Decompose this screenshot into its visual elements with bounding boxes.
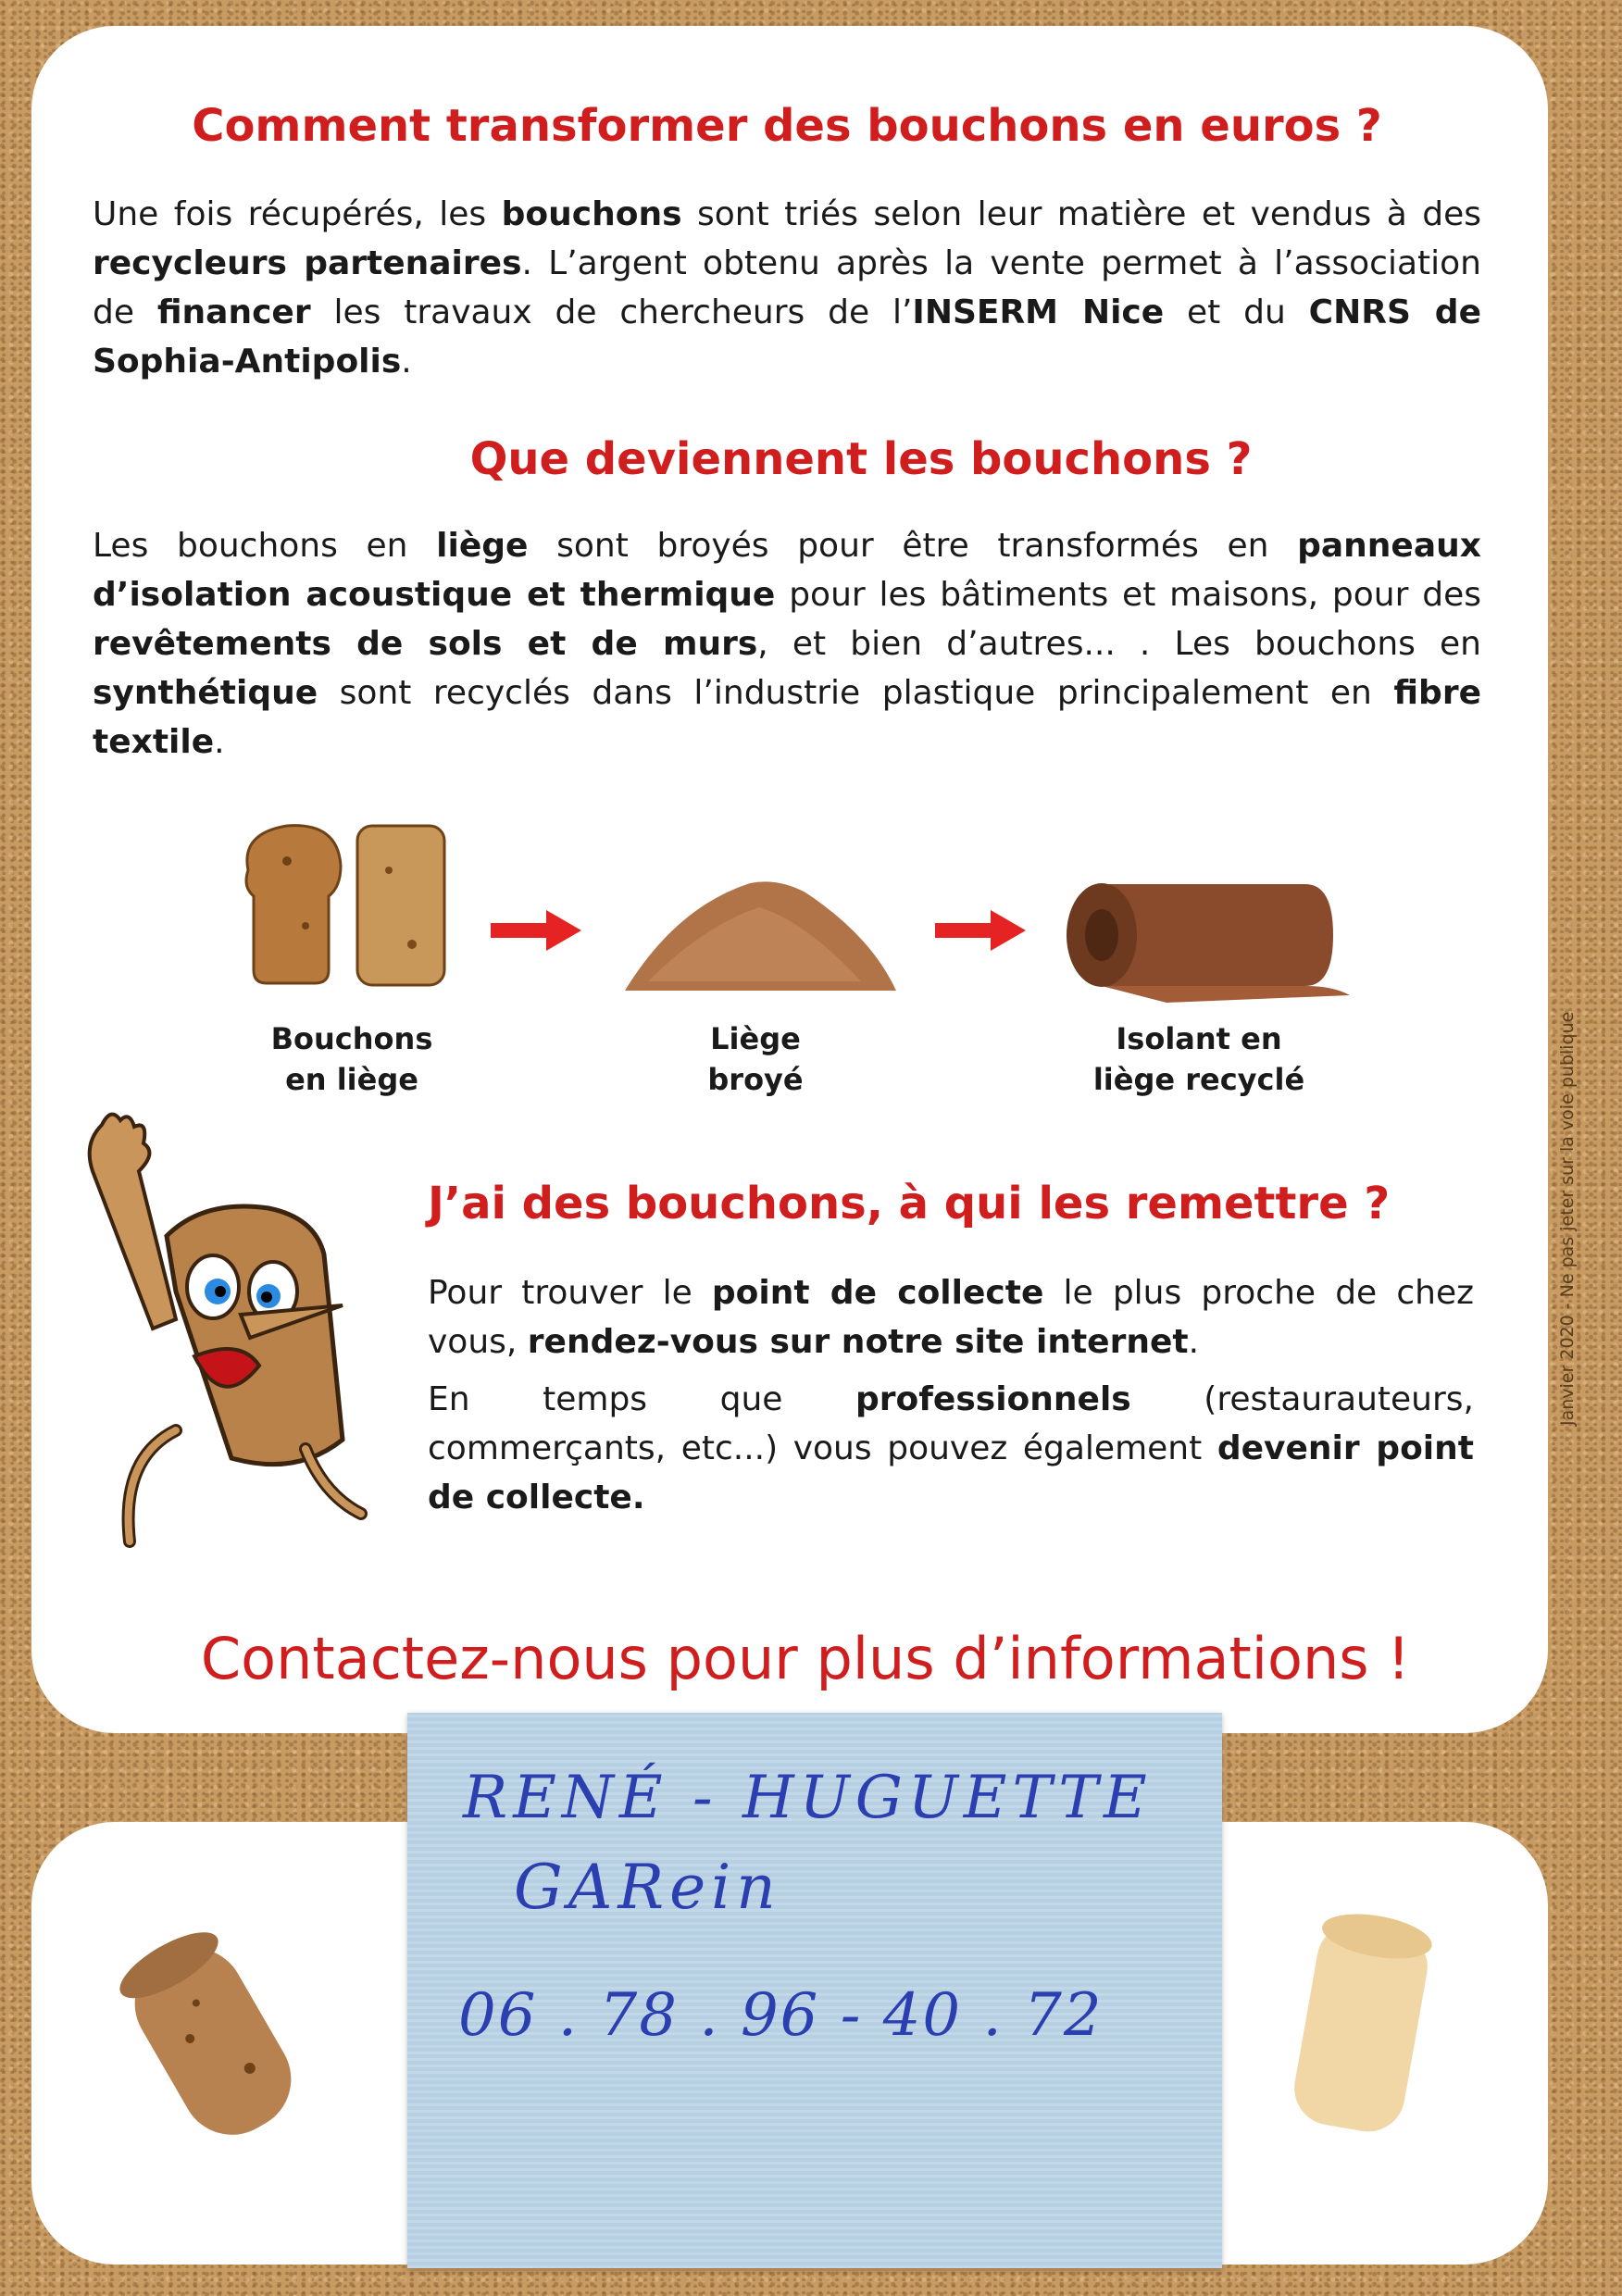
caption-cork-insulation: Isolant en liège recyclé xyxy=(1092,1021,1305,1097)
arrow-right-icon xyxy=(491,907,583,954)
handwritten-names-line1: RENÉ - HUGUETTE xyxy=(463,1764,1153,1832)
section2-paragraph: Les bouchons en liège sont broyés pour être transformés en panneaux d’isolation acoustique et thermique pour les bâtiments et maisons, pour des revêtements de sols et de murs, et bien d’autres... . Les bouchons en synthétique sont recyclés dans l’industrie plastique principalement en fibre textile. xyxy=(93,527,1481,761)
arrow-right-icon xyxy=(935,907,1028,954)
emphasis-text: recycleurs partenaires xyxy=(93,244,522,282)
cork-insulation-roll-image xyxy=(1055,866,1352,1004)
handwritten-sticky-note xyxy=(407,1713,1222,2268)
emphasis-text: rendez-vous sur notre site internet xyxy=(527,1323,1189,1361)
section3-paragraph1: Pour trouver le point de collecte le plus proche de chez vous, rendez-vous sur notre site internet. xyxy=(428,1274,1474,1361)
natural-cork-image xyxy=(102,1926,324,2157)
emphasis-text: panneaux d’isolation acoustique et thermique xyxy=(93,527,1481,614)
emphasis-text: bouchons xyxy=(501,195,682,233)
section1-paragraph: Une fois récupérés, les bouchons sont triés selon leur matière et vendus à des recycleurs partenaires. L’argent obtenu après la vente permet à l’association de financer les travaux de chercheurs de l’INSERM Nice et du CNRS de Sophia-Antipolis. xyxy=(93,195,1481,381)
section2-title: Que deviennent les bouchons ? xyxy=(469,433,1253,485)
emphasis-text: devenir point de collecte. xyxy=(428,1429,1474,1516)
emphasis-text: liège xyxy=(436,527,529,565)
section3-title: J’ai des bouchons, à qui les remettre ? xyxy=(428,1178,1391,1229)
cork-stoppers-image xyxy=(231,815,472,991)
section1-title: Comment transformer des bouchons en euros ? xyxy=(192,100,1382,152)
emphasis-text: synthétique xyxy=(93,674,318,712)
emphasis-text: financer xyxy=(156,293,311,331)
handwritten-phone-number: 06 . 78 . 96 - 40 . 72 xyxy=(458,1981,1104,2050)
emphasis-text: INSERM Nice xyxy=(912,293,1165,331)
ground-cork-image xyxy=(620,870,898,1000)
cork-mascot-image xyxy=(65,1106,380,1551)
emphasis-text: revêtements de sols et de murs xyxy=(93,625,758,663)
side-legal-note: Janvier 2020 - Ne pas jeter sur la voie publique xyxy=(1557,1011,1578,1426)
emphasis-text: point de collecte xyxy=(711,1274,1044,1312)
emphasis-text: fibre textile xyxy=(93,674,1481,761)
section3-paragraph2: En temps que professionnels (restaurauteurs, commerçants, etc...) vous pouvez également devenir point de collecte. xyxy=(428,1380,1474,1516)
synthetic-cork-image xyxy=(1259,1907,1463,2148)
caption-ground-cork: Liège broyé xyxy=(707,1021,804,1097)
caption-cork-stoppers: Bouchons en liège xyxy=(270,1021,433,1097)
handwritten-names-line2: GARein xyxy=(514,1852,781,1923)
contact-heading: Contactez-nous pour plus d’informations ! xyxy=(200,1625,1411,1692)
emphasis-text: professionnels xyxy=(855,1380,1131,1418)
emphasis-text: CNRS de Sophia-Antipolis xyxy=(93,293,1481,381)
